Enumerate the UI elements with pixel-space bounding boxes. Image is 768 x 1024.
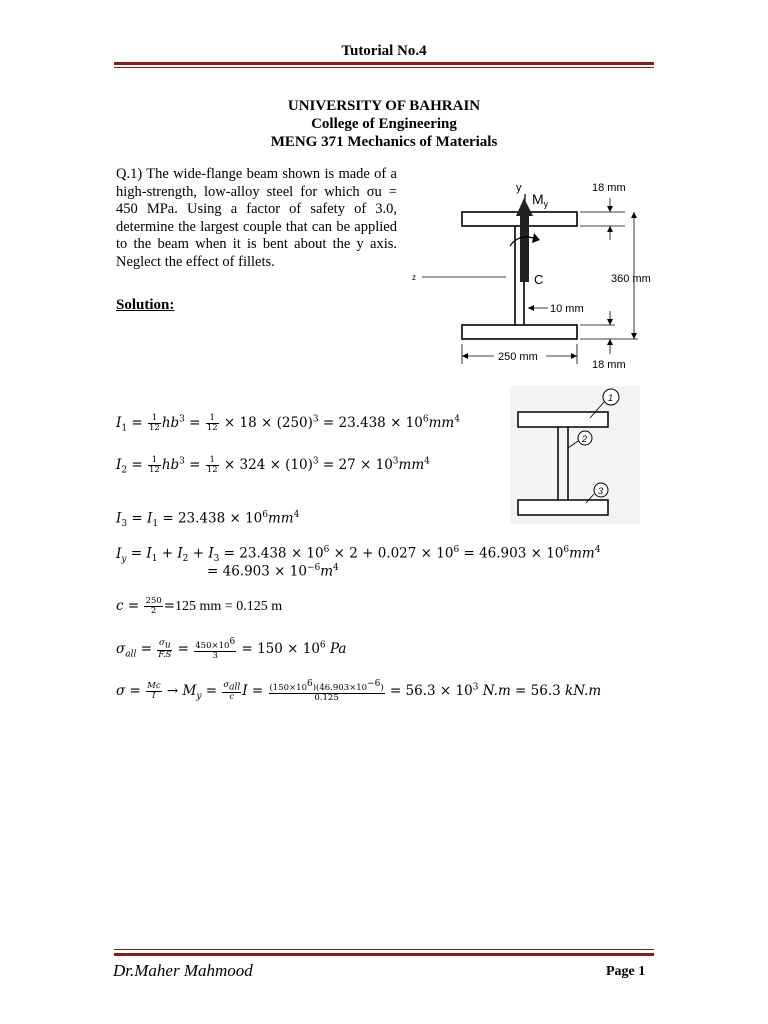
dim-width: 250 mm bbox=[498, 351, 538, 363]
eq-iy: $I_y = I_1 + I_2 + I_3 = 23.438 \times 10^6 \times 2 + 0.027 \times 10^6 = 46.903 \times 10^6mm^4$ bbox=[116, 545, 601, 565]
eq-iy-m4: = $46.903 \times 10^{-6}m^4$ bbox=[207, 563, 339, 580]
bottom-flange bbox=[462, 325, 577, 339]
part-1-flange bbox=[518, 412, 608, 427]
eq-c: c = $\frac{250}{2}$ =125 mm = 0.125 m bbox=[116, 596, 283, 616]
eq-sigma-all: $\sigma_{all}$ = $\frac{\sigma_u}{F.S}$ = $\frac{450\times 10^6}{3}$ = $150 \times 10^6$ Pa bbox=[116, 637, 347, 661]
solution-label: Solution: bbox=[116, 297, 175, 313]
footer-rule-thin bbox=[114, 949, 654, 950]
svg-text:2: 2 bbox=[582, 434, 588, 444]
header-rule-thick bbox=[114, 62, 654, 65]
moment-vector bbox=[520, 214, 529, 282]
svg-text:1: 1 bbox=[608, 393, 614, 403]
section-parts-figure bbox=[510, 386, 640, 524]
beam-figure bbox=[410, 176, 670, 376]
y-axis-label: y bbox=[516, 182, 522, 194]
university-name: UNIVERSITY OF BAHRAIN bbox=[287, 98, 481, 114]
eq-i1: $I_1$ = $\frac{1}{12}$ $hb^3$ = $\frac{1}{12}$ × $18 \times (250)^3 = 23.438 \times 10^6mm^4$ bbox=[116, 413, 460, 434]
question-text: Q.1) The wide-flange beam shown is made of a high-strength, low-alloy steel for which σu = 450 MPa. Using a factor of safety of 3.0, determine the largest couple that can be applied to the beam when it is bent about the y axis. Neglect the effect of fillets. bbox=[116, 166, 397, 270]
eq-i3: $I_3 = I_1 = 23.438 \times 10^6mm^4$ bbox=[116, 510, 300, 530]
page-number: Page 1 bbox=[606, 964, 646, 979]
tutorial-title: Tutorial No.4 bbox=[341, 43, 427, 59]
document-heading bbox=[0, 97, 768, 151]
college-name: College of Engineering bbox=[311, 116, 457, 132]
dim-height: 360 mm bbox=[611, 273, 651, 285]
z-axis-label: z bbox=[412, 273, 416, 282]
dim-bottom-flange: 18 mm bbox=[592, 359, 626, 371]
footer-rule-thick bbox=[114, 953, 654, 956]
part-3-flange bbox=[518, 500, 608, 515]
moment-label: $M_y$ bbox=[532, 191, 549, 209]
centroid-label: C bbox=[534, 272, 544, 287]
eq-my: σ = $\frac{Mc}{I}$ → $M_y$ = $\frac{\sigma_{all}}{c}$ I = $\frac{(150\times 10^6)(46.903\times 10^{-6})}{0.125}$ = $56.3 \times 10^3$ N.m = 56.3 kN.m bbox=[116, 679, 602, 703]
svg-text:3: 3 bbox=[598, 486, 604, 496]
course-name: MENG 371 Mechanics of Materials bbox=[270, 134, 498, 150]
dim-top-flange: 18 mm bbox=[592, 182, 626, 194]
author-name: Dr.Maher Mahmood bbox=[113, 961, 253, 980]
eq-i2: $I_2$ = $\frac{1}{12}$ $hb^3$ = $\frac{1}{12}$ × $324 \times (10)^3 = 27 \times 10^3mm^4$ bbox=[116, 455, 430, 476]
header-rule-thin bbox=[114, 67, 654, 68]
dim-web: 10 mm bbox=[550, 303, 584, 315]
